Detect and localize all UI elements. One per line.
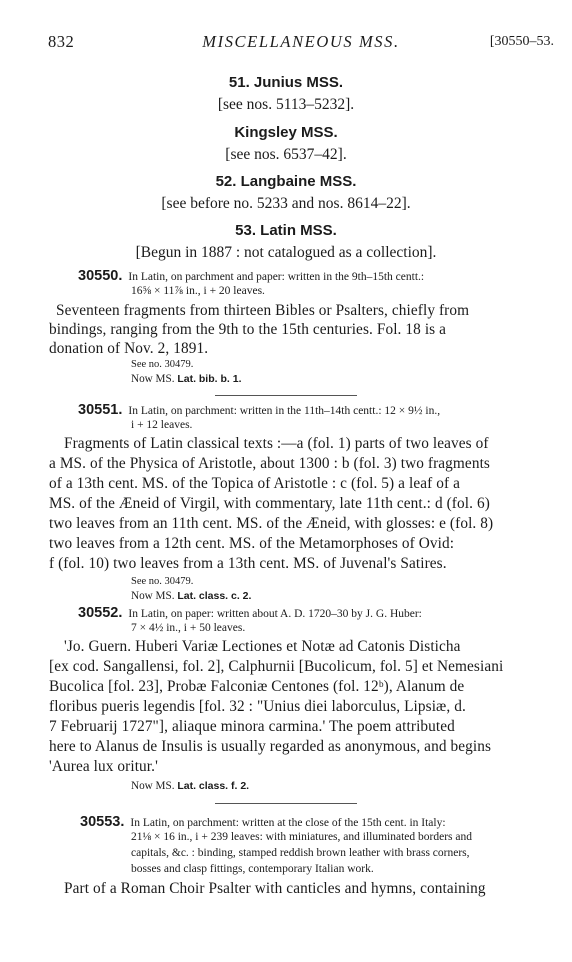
entry-number: 30551. [78, 402, 123, 418]
entry-body-line: Seventeen fragments from thirteen Bibles or Psalters, chiefly from [56, 302, 470, 319]
shelfmark: Now MS. Lat. class. f. 2. [131, 780, 250, 792]
entry-body-line: f (fol. 10) two leaves from a 13th cent. MS. of Juvenal's Satires. [49, 555, 447, 572]
section-ref-latin: [Begun in 1887 : not catalogued as a collection]. [135, 244, 437, 261]
entry-number: 30553. [80, 814, 125, 830]
entry-description-cont: 7 × 4½ in., i + 50 leaves. [131, 622, 246, 634]
entry-body-line: floribus pueris legendis [fol. 32 : "Unius diei laborculus, Lipsiæ, d. [49, 698, 466, 715]
entry-description: In Latin, on parchment: written in the 11th–14th centt.: 12 × 9½ in., [128, 405, 441, 417]
entry-body-line: bindings, ranging from the 9th to the 15th centuries. Fol. 18 is a [49, 321, 447, 338]
see-reference: See no. 30479. [131, 359, 194, 370]
shelfmark: Now MS. Lat. class. c. 2. [131, 590, 252, 602]
entry-divider [215, 803, 357, 804]
entry-body-line: Part of a Roman Choir Psalter with canticles and hymns, containing [64, 880, 486, 897]
entry-body-line: here to Alanus de Insulis is usually regarded as anonymous, and begins [49, 738, 492, 755]
entry-range: [30550–53. [489, 34, 554, 49]
see-reference: See no. 30479. [131, 576, 194, 587]
entry-header-30551 [78, 402, 440, 419]
section-ref-kingsley: [see nos. 6537–42]. [225, 146, 347, 163]
entry-divider [215, 395, 357, 396]
entry-body-line: 'Jo. Guern. Huberi Variæ Lectiones et Notæ ad Catonis Disticha [64, 638, 461, 655]
section-ref-langbaine: [see before no. 5233 and nos. 8614–22]. [161, 195, 411, 212]
entry-body-line: two leaves from a 12th cent. MS. of the Metamorphoses of Ovid: [49, 535, 455, 552]
section-ref-junius: [see nos. 5113–5232]. [217, 96, 355, 113]
entry-body-line: Bucolica [fol. 23], Probæ Falconiæ Centones (fol. 12ᵇ), Alanum de [49, 678, 465, 695]
entry-number: 30552. [78, 605, 123, 621]
entry-body-line: of a 13th cent. MS. of the Topica of Aristotle : c (fol. 5) a leaf of a [49, 475, 460, 492]
page-header [48, 32, 554, 56]
entry-number: 30550. [78, 268, 123, 284]
entry-description-cont: i + 12 leaves. [131, 419, 193, 431]
entry-description: In Latin, on parchment and paper: written in the 9th–15th centt.: [128, 271, 425, 283]
entry-body-line: [ex cod. Sangallensi, fol. 2], Calphurnii [Bucolicum, fol. 5] et Nemesiani [49, 658, 504, 675]
entry-header-30552 [78, 605, 422, 622]
entry-body-line: two leaves from an 11th cent. MS. of the Æneid, with glosses: e (fol. 8) [49, 515, 494, 532]
entry-header-30550 [78, 268, 424, 285]
entry-description: In Latin, on paper: written about A. D. 1720–30 by J. G. Huber: [128, 608, 422, 620]
entry-body-line: MS. of the Æneid of Virgil, with commentary, late 11th cent.: d (fol. 6) [49, 495, 490, 512]
section-title-junius: 51. Junius MSS. [228, 74, 344, 91]
entry-body-line: a MS. of the Physica of Aristotle, about 1300 : b (fol. 3) two fragments [49, 455, 490, 472]
section-title-kingsley: Kingsley MSS. [234, 124, 338, 141]
entry-body-line: 'Aurea lux oritur.' [49, 758, 158, 775]
shelfmark: Now MS. Lat. bib. b. 1. [131, 373, 242, 385]
running-title: MISCELLANEOUS MSS. [202, 32, 400, 51]
entry-body-line: donation of Nov. 2, 1891. [49, 340, 209, 357]
entry-body-line: Fragments of Latin classical texts :—a (fol. 1) parts of two leaves of [64, 435, 489, 452]
entry-header-30553 [80, 814, 446, 831]
entry-description-cont: 16⅝ × 11⅞ in., i + 20 leaves. [131, 285, 265, 297]
entry-description-cont: bosses and clasp fittings, contemporary Italian work. [131, 863, 374, 875]
entry-description: In Latin, on parchment: written at the close of the 15th cent. in Italy: [130, 817, 446, 829]
entry-body-line: 7 Februarij 1727"], aliaque minora carmina.' The poem attributed [49, 718, 455, 735]
entry-description-cont: 21⅛ × 16 in., i + 239 leaves: with miniatures, and illuminated borders and [131, 831, 472, 843]
section-title-langbaine: 52. Langbaine MSS. [215, 173, 357, 190]
section-title-latin: 53. Latin MSS. [235, 222, 337, 239]
page-number: 832 [48, 32, 75, 51]
entry-description-cont: capitals, &c. : binding, stamped reddish brown leather with brass corners, [131, 847, 470, 859]
